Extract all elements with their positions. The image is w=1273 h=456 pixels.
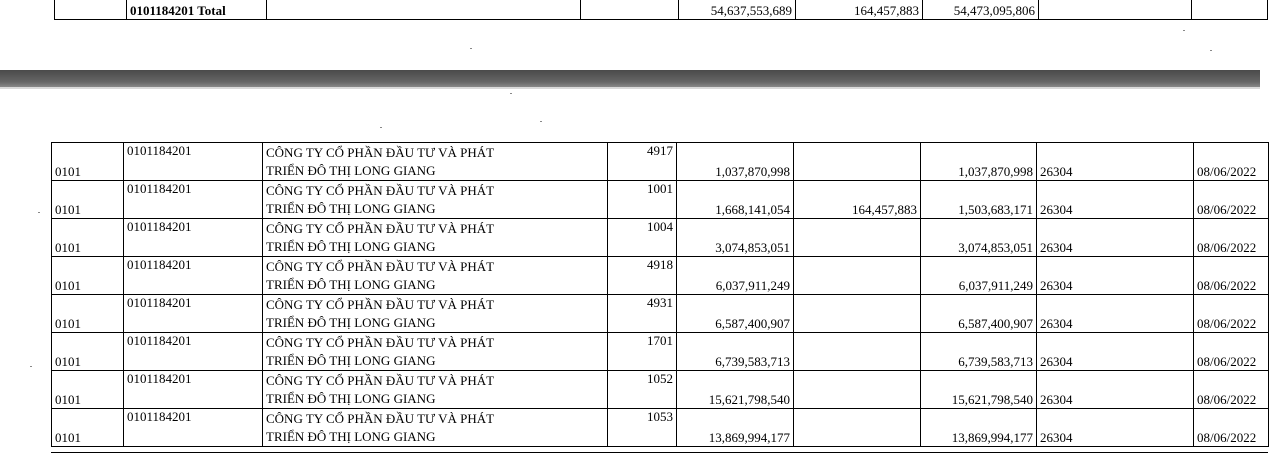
row-code: 1701 [608,333,677,371]
row-tax-code: 0101184201 [124,371,263,409]
row-net: 6,739,583,713 [921,333,1037,371]
row-ref: 26304 [1037,371,1194,409]
row-net: 13,869,994,177 [921,409,1037,447]
row-net: 6,037,911,249 [921,257,1037,295]
row-net: 6,587,400,907 [921,295,1037,333]
top-total-table [54,0,1268,20]
partial-next-row [51,452,1268,456]
row-net: 1,503,683,171 [921,181,1037,219]
row-deduction [794,257,921,295]
row-date: 08/06/2022 [1194,181,1269,219]
table-row [52,257,1269,295]
row-date: 08/06/2022 [1194,257,1269,295]
total-empty-cell [267,0,581,20]
row-code: 1052 [608,371,677,409]
row-deduction [794,295,921,333]
row-code: 1053 [608,409,677,447]
row-ref: 26304 [1037,333,1194,371]
row-net: 3,074,853,051 [921,219,1037,257]
row-prefix: 0101 [52,143,124,181]
company-name-line2: TRIỂN ĐÔ THỊ LONG GIANG [266,428,436,444]
row-prefix: 0101 [52,333,124,371]
row-ref: 26304 [1037,295,1194,333]
table-row [52,295,1269,333]
row-deduction [794,219,921,257]
row-amount: 3,074,853,051 [677,219,794,257]
scan-speck [38,212,40,213]
company-name-line1: CÔNG TY CỔ PHẦN ĐẦU TƯ VÀ PHÁT [266,182,495,198]
row-amount: 15,621,798,540 [677,371,794,409]
scan-speck [1210,50,1212,51]
row-date: 08/06/2022 [1194,295,1269,333]
row-company [263,333,608,371]
row-net: 15,621,798,540 [921,371,1037,409]
row-company [263,257,608,295]
table-row [52,333,1269,371]
scan-speck [380,127,382,128]
row-ref: 26304 [1037,143,1194,181]
company-name-line1: CÔNG TY CỔ PHẦN ĐẦU TƯ VÀ PHÁT [266,144,495,160]
total-empty-cell [581,0,679,20]
row-amount: 1,668,141,054 [677,181,794,219]
company-name-line1: CÔNG TY CỔ PHẦN ĐẦU TƯ VÀ PHÁT [266,410,495,426]
row-deduction [794,333,921,371]
row-date: 08/06/2022 [1194,371,1269,409]
page-divider [0,70,1260,87]
total-empty-cell [1039,0,1192,20]
row-tax-code: 0101184201 [124,257,263,295]
page-divider-shadow [0,87,1260,89]
row-company [263,181,608,219]
row-ref: 26304 [1037,181,1194,219]
scan-speck [1183,30,1185,31]
row-prefix: 0101 [52,181,124,219]
row-tax-code: 0101184201 [124,181,263,219]
row-net: 1,037,870,998 [921,143,1037,181]
row-deduction [794,371,921,409]
row-tax-code: 0101184201 [124,143,263,181]
row-company [263,371,608,409]
company-name-line2: TRIỂN ĐÔ THỊ LONG GIANG [266,390,436,406]
row-ref: 26304 [1037,219,1194,257]
row-tax-code: 0101184201 [124,333,263,371]
detail-table [51,142,1269,447]
total-row [55,0,1268,20]
row-code: 4931 [608,295,677,333]
row-prefix: 0101 [52,219,124,257]
row-ref: 26304 [1037,409,1194,447]
company-name-line2: TRIỂN ĐÔ THỊ LONG GIANG [266,162,436,178]
company-name-line1: CÔNG TY CỔ PHẦN ĐẦU TƯ VÀ PHÁT [266,334,495,350]
company-name-line2: TRIỂN ĐÔ THỊ LONG GIANG [266,314,436,330]
company-name-line1: CÔNG TY CỔ PHẦN ĐẦU TƯ VÀ PHÁT [266,258,495,274]
row-prefix: 0101 [52,257,124,295]
total-prefix-cell [55,0,127,20]
scan-speck [540,121,542,122]
scan-speck [30,366,32,367]
row-code: 1001 [608,181,677,219]
total-amount: 54,637,553,689 [679,0,796,20]
table-row [52,181,1269,219]
company-name-line1: CÔNG TY CỔ PHẦN ĐẦU TƯ VÀ PHÁT [266,372,495,388]
company-name-line1: CÔNG TY CỔ PHẦN ĐẦU TƯ VÀ PHÁT [266,220,495,236]
total-label: 0101184201 Total [127,0,267,20]
scan-speck [470,48,472,49]
row-date: 08/06/2022 [1194,333,1269,371]
table-row [52,143,1269,181]
company-name-line1: CÔNG TY CỔ PHẦN ĐẦU TƯ VÀ PHÁT [266,296,495,312]
row-prefix: 0101 [52,295,124,333]
total-empty-cell [1192,0,1268,20]
company-name-line2: TRIỂN ĐÔ THỊ LONG GIANG [266,200,436,216]
table-row [52,409,1269,447]
company-name-line2: TRIỂN ĐÔ THỊ LONG GIANG [266,238,436,254]
row-date: 08/06/2022 [1194,219,1269,257]
row-company [263,219,608,257]
row-deduction [794,143,921,181]
row-prefix: 0101 [52,371,124,409]
table-row [52,371,1269,409]
row-tax-code: 0101184201 [124,219,263,257]
scan-speck [510,93,512,94]
row-amount: 13,869,994,177 [677,409,794,447]
row-tax-code: 0101184201 [124,409,263,447]
row-amount: 6,037,911,249 [677,257,794,295]
row-company [263,409,608,447]
row-prefix: 0101 [52,409,124,447]
row-code: 1004 [608,219,677,257]
row-company [263,295,608,333]
table-row [52,219,1269,257]
row-date: 08/06/2022 [1194,143,1269,181]
row-deduction: 164,457,883 [794,181,921,219]
row-amount: 6,739,583,713 [677,333,794,371]
row-company [263,143,608,181]
company-name-line2: TRIỂN ĐÔ THỊ LONG GIANG [266,352,436,368]
company-name-line2: TRIỂN ĐÔ THỊ LONG GIANG [266,276,436,292]
row-ref: 26304 [1037,257,1194,295]
row-date: 08/06/2022 [1194,409,1269,447]
total-deduction: 164,457,883 [796,0,923,20]
total-net: 54,473,095,806 [923,0,1039,20]
row-code: 4917 [608,143,677,181]
row-code: 4918 [608,257,677,295]
row-amount: 1,037,870,998 [677,143,794,181]
row-amount: 6,587,400,907 [677,295,794,333]
row-tax-code: 0101184201 [124,295,263,333]
row-deduction [794,409,921,447]
